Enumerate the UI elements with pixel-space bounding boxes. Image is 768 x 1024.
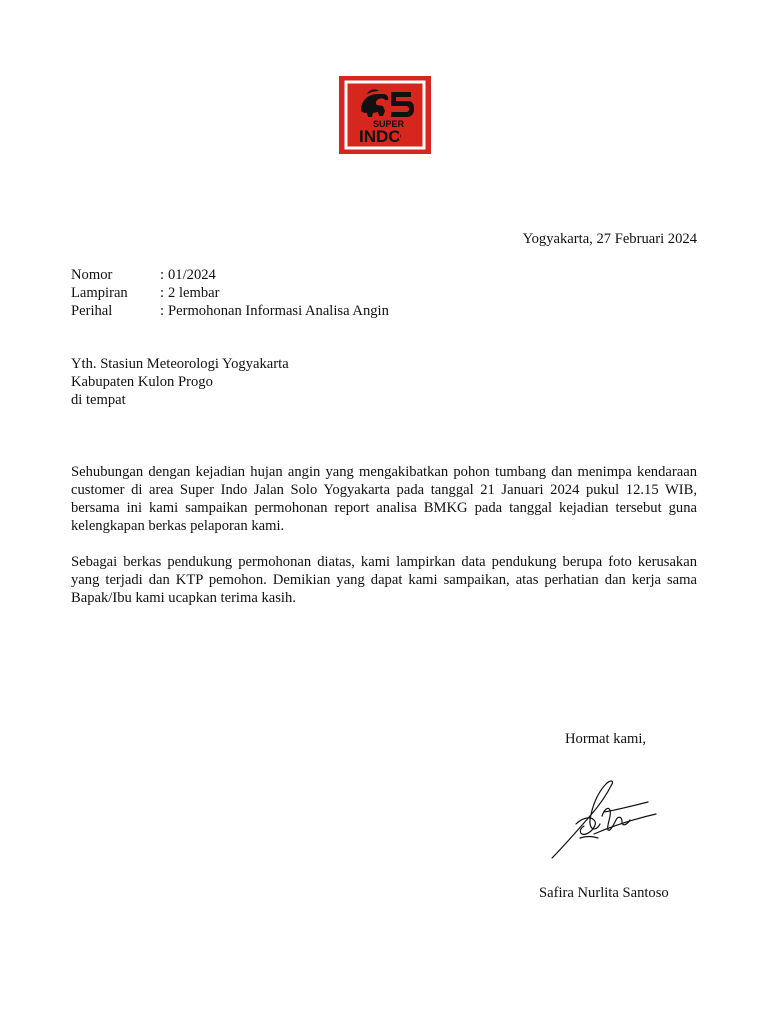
super-indo-logo-graphic [339, 76, 431, 154]
meta-colon: : [160, 285, 165, 301]
meta-value: 01/2024 [168, 267, 216, 283]
meta-label: Perihal [71, 303, 113, 319]
meta-row-perihal [71, 302, 389, 320]
handwritten-signature [546, 776, 660, 862]
logo-text-super: SUPER [373, 119, 405, 129]
letter-meta [71, 266, 389, 320]
closing-salutation: Hormat kami, [565, 731, 647, 747]
recipient-line: di tempat [71, 392, 126, 408]
meta-label: Lampiran [71, 285, 128, 301]
logo-text-indo: INDO [359, 127, 402, 146]
meta-row-lampiran [71, 284, 389, 302]
super-indo-logo [339, 76, 431, 154]
recipient-line: Kabupaten Kulon Progo [71, 374, 213, 390]
meta-row-nomor [71, 266, 389, 284]
meta-colon: : [160, 303, 165, 319]
recipient-block [71, 355, 289, 409]
place-date: Yogyakarta, 27 Februari 2024 [522, 231, 697, 247]
signer-name: Safira Nurlita Santoso [539, 885, 669, 901]
meta-value: Permohonan Informasi Analisa Angin [168, 303, 389, 319]
signature-graphic [546, 776, 660, 862]
body-paragraph: Sebagai berkas pendukung permohonan diatas, kami lampirkan data pendukung berupa foto kerusakan yang terjadi dan KTP pemohon. Demikian yang dapat kami sampaikan, atas perhatian dan kerja sama Bapak/Ibu kami ucapkan terima kasih. [71, 554, 697, 606]
body-paragraph: Sehubungan dengan kejadian hujan angin yang mengakibatkan pohon tumbang dan menimpa kendaraan customer di area Super Indo Jalan Solo Yogyakarta pada tanggal 21 Januari 2024 pukul 12.15 WIB, bersama ini kami sampaikan permohonan report analisa BMKG pada tanggal kejadian tersebut guna kelengkapan berkas pelaporan kami. [71, 464, 697, 534]
meta-colon: : [160, 267, 165, 283]
meta-value: 2 lembar [168, 285, 220, 301]
recipient-line: Yth. Stasiun Meteorologi Yogyakarta [71, 356, 289, 372]
meta-label: Nomor [71, 267, 113, 283]
